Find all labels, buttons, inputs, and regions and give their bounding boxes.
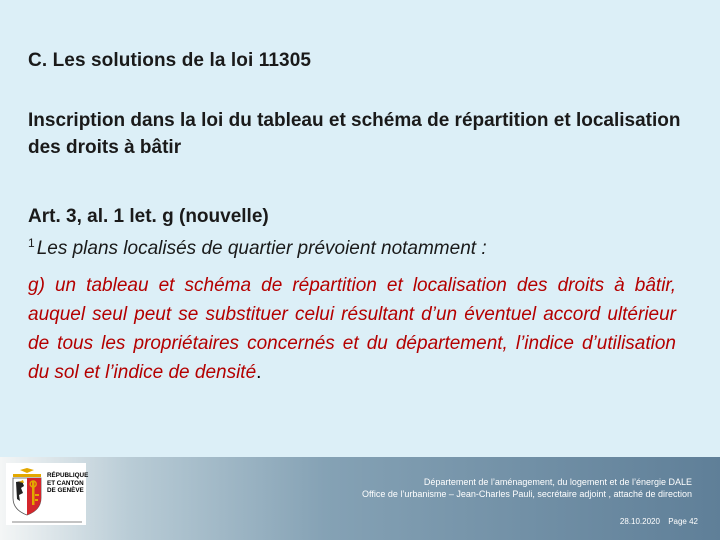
article-intro	[28, 236, 678, 260]
article-paragraph-text: g) un tableau et schéma de répartition et localisation des droits à bâtir, auquel seul peut se substituer celui résultant d’un éventuel accord ultérieur de tous les propriétaires concernés et du département, l’indice d’utilisation du sol et l’indice de densité	[28, 275, 676, 383]
logo-text	[47, 472, 88, 495]
article-paragraph-end: .	[256, 362, 262, 383]
logo-line: DE GENÈVE	[47, 487, 84, 495]
article-paragraph	[28, 271, 676, 387]
geneva-logo	[6, 463, 89, 525]
page-number: Page 42	[668, 517, 698, 526]
article-title: Art. 3, al. 1 let. g (nouvelle)	[28, 206, 269, 227]
department-info	[362, 476, 692, 500]
geneva-coat-of-arms-icon	[10, 468, 44, 516]
slide-footer	[0, 457, 720, 540]
slide-heading: C. Les solutions de la loi 11305	[28, 50, 312, 71]
article-intro-text: Les plans localisés de quartier prévoient notamment :	[36, 238, 487, 259]
slide-date: 28.10.2020	[619, 517, 660, 526]
slide-meta	[620, 517, 698, 526]
paragraph-number: 1	[28, 236, 35, 250]
logo-line: ET CANTON	[47, 479, 84, 487]
slide-subtitle: Inscription dans la loi du tableau et schéma de répartition et localisation des droits à bâtir	[28, 110, 681, 158]
logo-line: RÉPUBLIQUE	[47, 472, 89, 479]
department-line: Département de l’aménagement, du logement et de l’énergie DALE	[423, 477, 692, 487]
office-line: Office de l’urbanisme – Jean-Charles Pauli, secrétaire adjoint , attaché de direction	[361, 489, 692, 499]
logo-divider	[12, 521, 82, 523]
